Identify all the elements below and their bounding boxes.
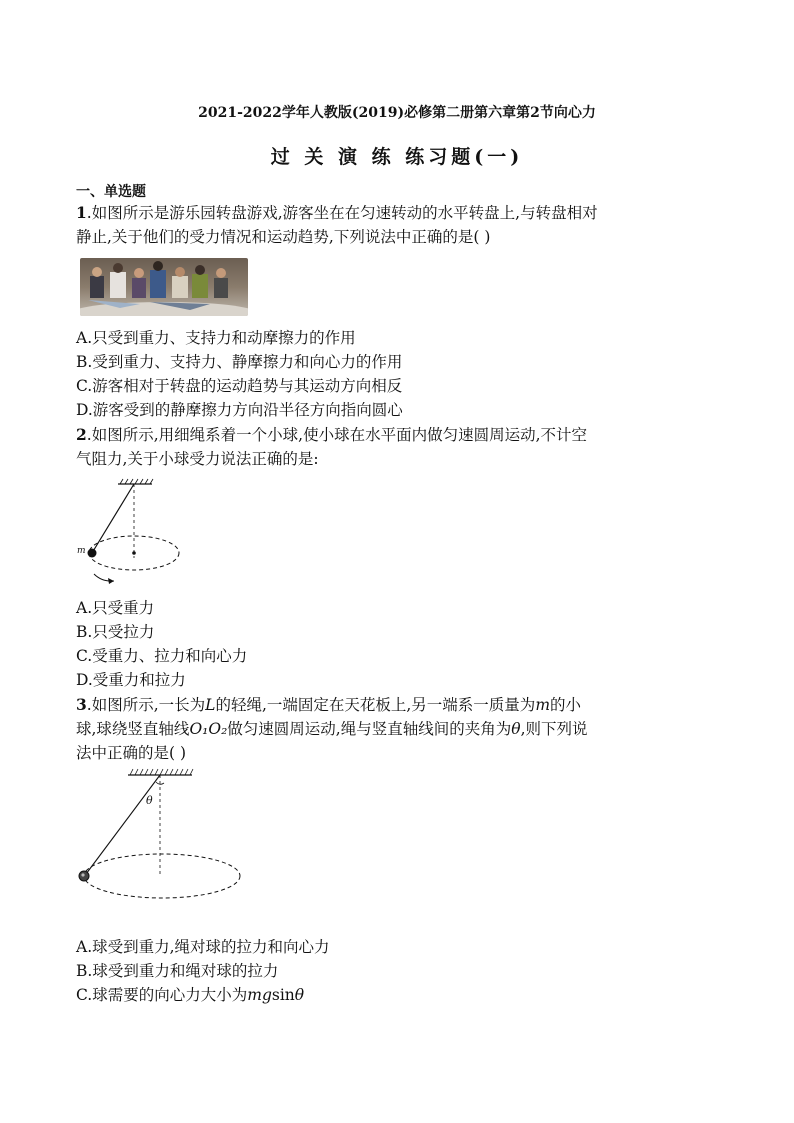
q3-text1c: 的小	[550, 696, 582, 714]
q3-option-c-text: C.球需要的向心力大小为	[76, 986, 248, 1004]
q2-option-a: A.只受重力	[76, 599, 155, 617]
q3-text1a: .如图所示,一长为	[86, 696, 206, 714]
q3-formula-mg: mg	[247, 986, 272, 1004]
q3-formula-sin: sin	[271, 986, 295, 1004]
q2-option-b: B.只受拉力	[76, 623, 155, 641]
q3-text1b: 的轻绳,一端固定在天花板上,另一端系一质量为	[215, 696, 536, 714]
q3-formula-theta: θ	[294, 986, 305, 1004]
q3-line2	[76, 717, 588, 741]
q3-var-theta: θ	[511, 720, 521, 738]
q3-option-c	[76, 983, 304, 1007]
q3-var-axis: O₁O₂	[189, 720, 228, 738]
q2-option-d: D.受重力和拉力	[76, 671, 186, 689]
q3-theta-label: θ	[146, 794, 153, 807]
q2-pendulum-diagram	[74, 478, 194, 588]
q3-option-a: A.球受到重力,绳对球的拉力和向心力	[76, 938, 330, 956]
section-heading: 一、单选题	[76, 184, 146, 200]
q1-option-b: B.受到重力、支持力、静摩擦力和向心力的作用	[76, 353, 403, 371]
q1-option-c: C.游客相对于转盘的运动趋势与其运动方向相反	[76, 377, 403, 395]
q3-text2c: ,则下列说	[520, 720, 588, 738]
q1-text1: .如图所示是游乐园转盘游戏,游客坐在在匀速转动的水平转盘上,与转盘相对	[86, 204, 598, 222]
q1-line2: 静止,关于他们的受力情况和运动趋势,下列说法中正确的是( )	[76, 228, 491, 246]
q2-text1: .如图所示,用细绳系着一个小球,使小球在水平面内做匀速圆周运动,不计空	[86, 426, 588, 444]
q2-number: 2	[76, 425, 87, 444]
q1-option-d: D.游客受到的静摩擦力方向沿半径方向指向圆心	[76, 401, 403, 419]
q2-line1	[76, 423, 587, 447]
q2-mass-label: m	[77, 546, 86, 556]
q3-line3: 法中正确的是( )	[76, 744, 187, 762]
document-title: 2021-2022学年人教版(2019)必修第二册第六章第2节向心力	[198, 105, 596, 121]
q1-carousel-photo	[80, 258, 248, 316]
q3-var-L: L	[205, 696, 216, 714]
q3-text2a: 球,球绕竖直轴线	[76, 720, 190, 738]
q3-pendulum-diagram	[74, 768, 246, 918]
q2-option-c: C.受重力、拉力和向心力	[76, 647, 248, 665]
q3-var-m: m	[535, 696, 551, 714]
q1-number: 1	[76, 203, 87, 222]
q1-option-a: A.只受到重力、支持力和动摩擦力的作用	[76, 329, 356, 347]
q3-line1	[76, 693, 581, 717]
q3-option-b: B.球受到重力和绳对球的拉力	[76, 962, 279, 980]
q3-number: 3	[76, 695, 87, 714]
q1-line1	[76, 201, 598, 225]
q2-line2: 气阻力,关于小球受力说法正确的是:	[76, 450, 319, 468]
q3-text2b: 做匀速圆周运动,绳与竖直轴线间的夹角为	[227, 720, 512, 738]
document-subtitle: 过 关 演 练 练习题(一)	[270, 146, 524, 168]
